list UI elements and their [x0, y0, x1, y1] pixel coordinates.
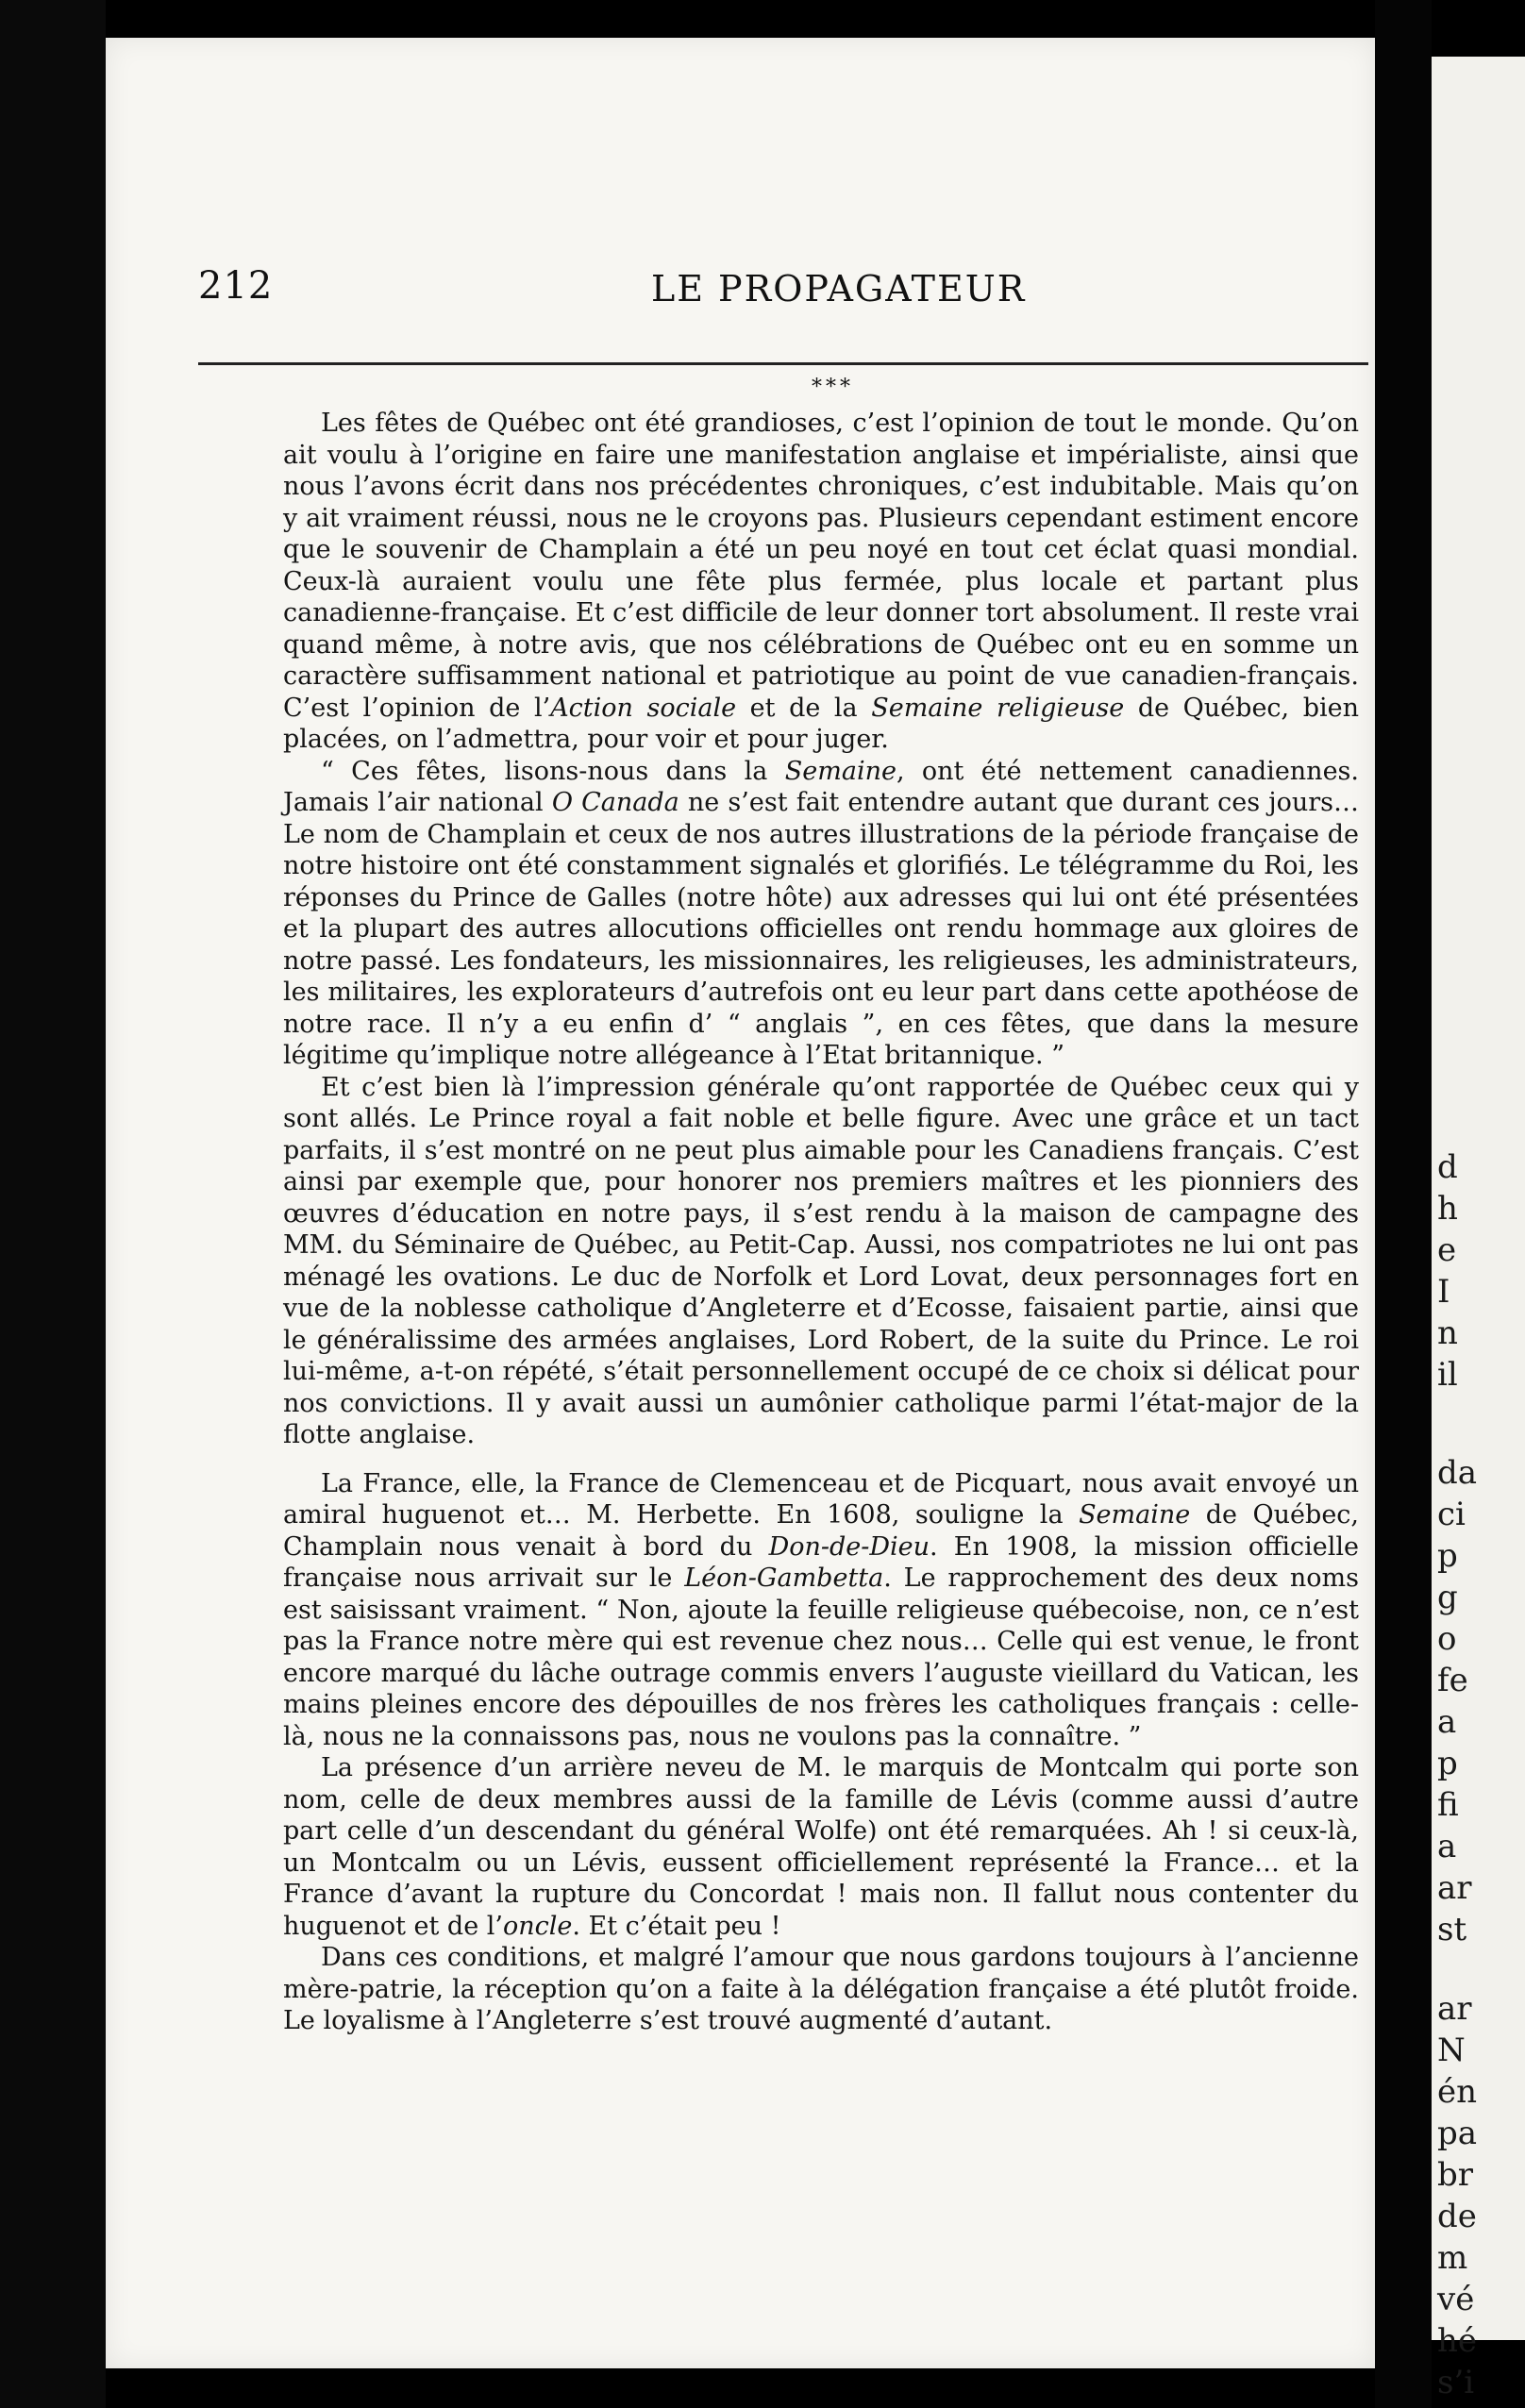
facing-page-fragment: hé	[1437, 2322, 1478, 2360]
facing-page-fragment: ar	[1437, 1869, 1472, 1907]
facing-page-fragment: h	[1437, 1190, 1458, 1228]
page-number: 212	[198, 264, 274, 308]
facing-page-fragment: de	[1437, 2198, 1477, 2235]
facing-page-fragment: il	[1437, 1356, 1458, 1394]
facing-page-fragment: p	[1437, 1537, 1458, 1575]
header-rule	[198, 362, 1368, 365]
facing-page-fragment: fi	[1437, 1786, 1459, 1824]
facing-page-fragment: o	[1437, 1620, 1457, 1658]
paragraph-3: Et c’est bien là l’impression générale qu’ont rapportée de Québec ceux qui y sont allés. Le Prince royal a fait noble et belle figure. Avec une grâce et un tact parfaits, il s’est montré on ne peut plus aimable pour les Canadiens français. C’est ainsi par exemple que, pour honorer nos premiers maîtres et les pionniers des œuvres d’éducation en notre pays, il s’est rendu à la maison de campagne des MM. du Séminaire de Québec, au Petit-Cap. Aussi, nos compatriotes ne lui ont pas ménagé les ovations. Le duc de Norfolk et Lord Lovat, deux personnages fort en vue de la noblesse catholique d’Angleterre et d’Ecosse, faisaient partie, ainsi que le généralissime des armées anglaises, Lord Robert, de la suite du Prince. Le roi lui-même, a-t-on répété, s’était personnellement occupé de ce choix si délicat pour nos convictions. Il y avait aussi un aumônier catholique parmi l’état-major de la flotte anglaise.	[283, 1072, 1359, 1449]
facing-page-fragment: N	[1437, 2032, 1466, 2069]
paragraph-5: La présence d’un arrière neveu de M. le marquis de Montcalm qui porte son nom, celle de deux membres aussi de la famille de Lévis (comme aussi d’autre part celle d’un descendant du général Wolfe) ont été remarquées. Ah ! si ceux-là, un Montcalm ou un Lévis, eussent officiellement représenté la France… et la France d’avant la rupture du Concordat ! mais non. Il fallut nous contenter du huguenot et de l’oncle. Et c’était peu !	[283, 1753, 1359, 1941]
running-title: LE PROPAGATEUR	[651, 268, 1027, 309]
facing-page-fragment: pa	[1437, 2115, 1478, 2152]
paragraph-4: La France, elle, la France de Clemenceau et de Picquart, nous avait envoyé un amiral huguenot et… M. Herbette. En 1608, souligne la Semaine de Québec, Champlain nous venait à bord du Don-de-Dieu. En 1908, la mission officielle française nous arrivait sur le Léon-Gambetta. Le rapprochement des deux noms est saisissant vraiment. “ Non, ajoute la feuille religieuse québecoise, non, ce n’est pas la France notre mère qui est revenue chez nous… Celle qui est venue, le front encore marqué du lâche outrage commis envers l’auguste vieillard du Vatican, les mains pleines encore des dépouilles de nos frères les catholiques français : celle-là, nous ne la connaissons pas, nous ne voulons pas la connaître. ”	[283, 1468, 1360, 1751]
facing-page-fragment: st	[1437, 1911, 1467, 1948]
facing-page-fragment: ar	[1437, 1990, 1472, 2028]
facing-page-fragment: br	[1437, 2156, 1474, 2194]
facing-page-fragment: e	[1437, 1231, 1457, 1269]
facing-page-fragment: d	[1437, 1148, 1458, 1186]
facing-page-fragment: ci	[1437, 1496, 1466, 1533]
paragraph-6: Dans ces conditions, et malgré l’amour que nous gardons toujours à l’ancienne mère-patrie, la réception qu’on a faite à la délégation française a été plutôt froide. Le loyalisme à l’Angleterre s’est trouvé augmenté d’autant.	[283, 1943, 1359, 2035]
facing-page-fragment: da	[1437, 1454, 1478, 1492]
paragraph-1: Les fêtes de Québec ont été grandioses, c’est l’opinion de tout le monde. Qu’on ait voulu à l’origine en faire une manifestation anglaise et impérialiste, ainsi que nous l’avons écrit dans nos précédentes chroniques, c’est indubitable. Mais qu’on y ait vraiment réussi, nous ne le croyons pas. Plusieurs cependant estiment encore que le souvenir de Champlain a été un peu noyé en tout cet éclat quasi mondial. Ceux-là auraient voulu une fête plus fermée, plus locale et partant plus canadienne-française. Et c’est difficile de leur donner tort absolument. Il reste vrai quand même, à notre avis, que nos célébrations de Québec ont eu en somme un caractère suffisamment national et patriotique au point de vue canadien-français. C’est l’opinion de l’Action sociale et de la Semaine religieuse de Québec, bien placées, on l’admettra, pour voir et pour juger.	[283, 409, 1359, 754]
facing-page-fragment: I	[1437, 1273, 1450, 1311]
book-gutter	[1375, 0, 1432, 2408]
facing-page-fragment: n	[1437, 1314, 1458, 1352]
section-separator: ***	[812, 376, 854, 399]
article-body	[283, 408, 1359, 2037]
facing-page-fragment: vé	[1437, 2281, 1475, 2318]
facing-page-fragment: p	[1437, 1745, 1458, 1782]
page-header	[198, 264, 1368, 330]
facing-page-fragment: fe	[1437, 1662, 1468, 1699]
facing-page-fragment: a	[1437, 1828, 1457, 1865]
facing-page-fragment: m	[1437, 2239, 1468, 2277]
paragraph-2: “ Ces fêtes, lisons-nous dans la Semaine, ont été nettement canadiennes. Jamais l’air national O Canada ne s’est fait entendre autant que durant ces jours… Le nom de Champlain et ceux de nos autres illustrations de la période française de notre histoire ont été constamment signalés et glorifiés. Le télégramme du Roi, les réponses du Prince de Galles (notre hôte) aux adresses qui lui ont été présentées et la plupart des autres allocutions officielles ont rendu hommage aux gloires de notre passé. Les fondateurs, les missionnaires, les religieuses, les administrateurs, les militaires, les explorateurs d’autrefois ont eu leur part dans cette apothéose de notre race. Il n’y a eu enfin d’ “ anglais ”, en ces fêtes, que dans la mesure légitime qu’implique notre allégeance à l’Etat britannique. ”	[283, 756, 1359, 1070]
scan-left-margin	[0, 0, 106, 2408]
facing-page-fragment: s’i	[1437, 2364, 1475, 2401]
facing-page-fragment: g	[1437, 1579, 1458, 1616]
facing-page-fragment: a	[1437, 1703, 1457, 1741]
facing-page-edge	[1432, 57, 1525, 2401]
facing-page-fragment: én	[1437, 2073, 1478, 2111]
